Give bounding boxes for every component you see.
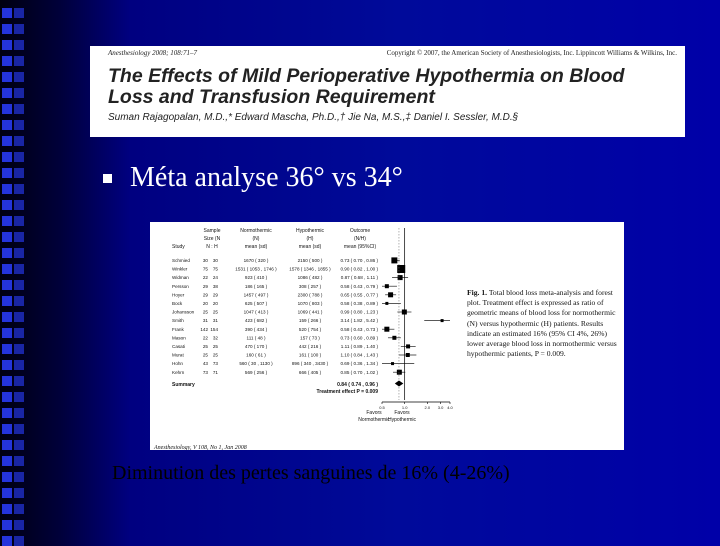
- decorative-square: [2, 296, 12, 306]
- decorative-square: [14, 248, 24, 258]
- row-normo: 111 ( 48 ): [246, 335, 266, 341]
- decorative-square: [14, 72, 24, 82]
- decorative-square: [2, 440, 12, 450]
- conclusion-text: Diminution des pertes sanguines de 16% (4-26%): [112, 462, 510, 484]
- row-h: 75: [212, 266, 218, 272]
- row-hypo: 159 ( 266 ): [298, 318, 322, 324]
- row-outcome: 1.11 ( 0.89 , 1.40 ): [340, 344, 378, 349]
- figure-source: Anesthesiology, V 108, No 1, Jan 2008: [154, 445, 247, 450]
- caption-text: Total blood loss meta-analysis and forest plot. Treatment effect is expressed as ratio of geometric means of blood loss for normothermic (N) versus hypothermic (H) patients. Results indicate an estimated 16% (95% CI 4%, 26%) lower average blood loss in normothermic versus hypothermic patients, P = 0.009.: [467, 288, 617, 359]
- x-tick-label: 4.0: [447, 405, 453, 410]
- row-hypo: 308 ( 257 ): [298, 283, 322, 289]
- row-study: Casati: [172, 344, 186, 349]
- row-study: Smith: [172, 318, 184, 324]
- row-outcome: 1.10 ( 0.84 , 1.43 ): [340, 352, 378, 358]
- effect-square: [384, 327, 389, 332]
- favors-hypo-2: Hypothermic: [387, 417, 417, 423]
- decorative-square: [2, 488, 12, 498]
- row-outcome: 0.73 ( 0.60 , 0.89 ): [340, 335, 378, 341]
- decorative-square: [2, 72, 12, 82]
- decorative-square: [14, 40, 24, 50]
- effect-square: [406, 344, 410, 348]
- decorative-square: [14, 24, 24, 34]
- decorative-square: [2, 168, 12, 178]
- decorative-square: [14, 504, 24, 514]
- summary-outcome: 0.84 ( 0.74 , 0.96 ): [337, 382, 378, 388]
- row-study: Widman: [172, 275, 189, 281]
- row-outcome: 0.87 ( 0.68 , 1.11 ): [340, 275, 378, 281]
- decorative-square: [14, 424, 24, 434]
- decorative-square: [2, 360, 12, 370]
- row-outcome: 0.65 ( 0.55 , 0.77 ): [340, 292, 378, 298]
- row-outcome: 0.58 ( 0.38 , 0.89 ): [340, 301, 378, 306]
- effect-square: [385, 302, 388, 305]
- row-n: 75: [202, 266, 208, 272]
- decorative-square: [14, 280, 24, 290]
- row-h: 31: [212, 318, 218, 324]
- row-h: 29: [212, 292, 218, 298]
- row-normo: 1670 ( 320 ): [243, 258, 269, 263]
- decorative-square: [14, 136, 24, 146]
- decorative-square: [2, 424, 12, 434]
- decorative-square: [14, 520, 24, 530]
- x-tick-label: 3.0: [437, 405, 444, 410]
- summary-label: Summary: [172, 382, 195, 388]
- row-normo: 160 ( 61 ): [246, 352, 266, 358]
- decorative-square: [2, 184, 12, 194]
- decorative-square: [2, 24, 12, 34]
- decorative-squares-column: [0, 0, 30, 540]
- col-header-study: Study: [172, 244, 185, 250]
- col-header-outcome-1: Outcome: [349, 228, 371, 234]
- decorative-square: [2, 392, 12, 402]
- decorative-square: [14, 296, 24, 306]
- col-header-size-2: Size (N: [203, 236, 221, 242]
- row-hypo: 520 ( 754 ): [298, 326, 322, 332]
- row-h: 71: [212, 369, 218, 375]
- favors-hypo-1: Favors: [394, 410, 410, 416]
- row-normo: 390 ( 434 ): [244, 326, 268, 332]
- row-h: 30: [212, 258, 218, 263]
- row-hypo: 157 ( 73 ): [300, 335, 320, 341]
- row-study: Murat: [172, 352, 184, 358]
- effect-square: [391, 362, 394, 365]
- decorative-square: [14, 104, 24, 114]
- row-study: Winkler: [172, 266, 188, 272]
- row-outcome: 3.14 ( 1.82 , 5.42 ): [340, 318, 378, 324]
- row-outcome: 0.58 ( 0.43 , 0.73 ): [340, 326, 378, 332]
- row-hypo: 896 ( 340 , 3430 ): [291, 361, 329, 367]
- row-normo: 560 ( 30 , 1130 ): [239, 361, 273, 367]
- row-hypo: 1069 ( 441 ): [297, 309, 323, 315]
- decorative-square: [2, 520, 12, 530]
- row-n: 73: [202, 369, 208, 375]
- decorative-square: [2, 408, 12, 418]
- row-normo: 1457 ( 497 ): [243, 292, 269, 298]
- row-normo: 625 ( 507 ): [244, 301, 268, 306]
- decorative-square: [14, 472, 24, 482]
- square-bullet-icon: [103, 174, 112, 183]
- row-n: 22: [202, 275, 208, 281]
- decorative-square: [14, 536, 24, 546]
- decorative-square: [2, 456, 12, 466]
- row-hypo: 161 ( 100 ): [298, 352, 322, 358]
- decorative-square: [2, 264, 12, 274]
- decorative-square: [2, 216, 12, 226]
- row-study: Hohn: [172, 361, 183, 367]
- decorative-square: [2, 8, 12, 18]
- decorative-square: [14, 216, 24, 226]
- x-tick-label: 1.0: [401, 405, 408, 410]
- row-normo: 1531 ( 1053 , 1746 ): [235, 266, 277, 272]
- decorative-square: [14, 360, 24, 370]
- row-n: 22: [202, 335, 208, 341]
- decorative-square: [2, 536, 12, 546]
- bullet-text: Méta analyse 36° vs 34°: [130, 162, 403, 193]
- row-study: Schmied: [172, 258, 190, 263]
- row-n: 30: [202, 258, 208, 263]
- col-header-hypo-2: (H): [306, 236, 314, 242]
- decorative-square: [14, 200, 24, 210]
- decorative-square: [14, 408, 24, 418]
- row-study: Frank: [172, 326, 184, 332]
- col-header-hypo-1: Hypothermic: [295, 228, 325, 234]
- favors-normo-1: Favors: [366, 410, 382, 416]
- decorative-square: [2, 88, 12, 98]
- row-h: 32: [212, 335, 218, 341]
- decorative-square: [14, 8, 24, 18]
- decorative-square: [2, 104, 12, 114]
- x-tick-label: 0.5: [379, 405, 385, 410]
- row-normo: 569 ( 256 ): [244, 369, 268, 375]
- row-hypo: 2150 ( 500 ): [297, 258, 323, 263]
- row-h: 20: [212, 301, 218, 306]
- article-header-card: [90, 46, 685, 137]
- decorative-square: [14, 392, 24, 402]
- decorative-square: [2, 504, 12, 514]
- row-hypo: 1070 ( 803 ): [297, 301, 323, 306]
- effect-square: [406, 353, 410, 357]
- row-h: 38: [212, 283, 218, 289]
- row-normo: 923 ( 410 ): [244, 275, 268, 281]
- decorative-square: [2, 472, 12, 482]
- row-h: 73: [212, 361, 218, 367]
- decorative-square: [2, 248, 12, 258]
- caption-lead: Fig. 1.: [467, 288, 488, 297]
- col-header-size-3: N : H: [206, 244, 218, 250]
- decorative-square: [14, 56, 24, 66]
- row-outcome: 0.73 ( 0.70 , 0.86 ): [340, 258, 378, 263]
- row-study: Hoyer: [172, 292, 185, 298]
- decorative-square: [2, 120, 12, 130]
- decorative-square: [14, 120, 24, 130]
- effect-square: [385, 284, 389, 288]
- forest-plot-figure: [150, 222, 624, 450]
- decorative-square: [14, 344, 24, 354]
- article-title: The Effects of Mild Perioperative Hypothermia on Blood Loss and Transfusion Requirement: [108, 65, 625, 108]
- row-outcome: 0.58 ( 0.43 , 0.79 ): [340, 283, 378, 289]
- row-hypo: 1086 ( 482 ): [297, 275, 323, 281]
- decorative-square: [14, 328, 24, 338]
- row-n: 25: [202, 309, 208, 315]
- row-n: 20: [202, 301, 208, 306]
- row-study: Kehrn: [172, 369, 185, 375]
- row-study: Bock: [172, 301, 183, 306]
- col-header-hypo-3: mean (sd): [298, 244, 322, 250]
- decorative-square: [2, 312, 12, 322]
- effect-square: [391, 257, 397, 263]
- decorative-square: [14, 184, 24, 194]
- row-outcome: 0.85 ( 0.70 , 1.02 ): [340, 369, 378, 375]
- effect-square: [441, 319, 444, 322]
- row-normo: 423 ( 682 ): [244, 318, 268, 324]
- decorative-square: [14, 88, 24, 98]
- effect-square: [388, 292, 393, 297]
- decorative-square: [14, 456, 24, 466]
- row-outcome: 0.99 ( 0.80 , 1.23 ): [340, 309, 378, 315]
- decorative-square: [14, 376, 24, 386]
- effect-square: [398, 275, 403, 280]
- col-header-size-1: Sample: [203, 228, 221, 234]
- treatment-effect: Treatment effect P = 0.009: [316, 389, 378, 395]
- row-study: Mason: [172, 335, 186, 341]
- decorative-square: [2, 344, 12, 354]
- row-study: Persson: [172, 283, 189, 289]
- col-header-outcome-2: (N/H): [354, 236, 366, 242]
- row-normo: 186 ( 165 ): [244, 283, 268, 289]
- decorative-square: [14, 152, 24, 162]
- decorative-square: [2, 56, 12, 66]
- col-header-normo-1: Normothermic: [240, 228, 272, 234]
- row-hypo: 1578 ( 1346 , 1855 ): [289, 266, 331, 272]
- decorative-square: [2, 200, 12, 210]
- decorative-square: [14, 312, 24, 322]
- decorative-square: [2, 136, 12, 146]
- row-n: 31: [202, 318, 208, 324]
- x-tick-label: 2.0: [424, 405, 431, 410]
- row-n: 25: [202, 344, 208, 349]
- row-outcome: 0.69 ( 0.36 , 1.34 ): [340, 361, 378, 367]
- row-hypo: 442 ( 216 ): [298, 344, 322, 349]
- decorative-square: [2, 40, 12, 50]
- row-study: Johansson: [172, 309, 195, 315]
- col-header-normo-3: mean (sd): [244, 244, 268, 250]
- decorative-square: [2, 152, 12, 162]
- col-header-normo-2: (N): [252, 236, 260, 242]
- decorative-square: [2, 328, 12, 338]
- decorative-square: [14, 440, 24, 450]
- copyright-notice: Copyright © 2007, the American Society of Anesthesiologists, Inc. Lippincott Williams & Wilkins, Inc.: [386, 49, 677, 57]
- row-n: 43: [202, 361, 208, 367]
- journal-citation: Anesthesiology 2008; 108:71–7: [108, 49, 198, 57]
- summary-diamond: [395, 381, 404, 387]
- decorative-square: [14, 264, 24, 274]
- row-n: 142: [200, 326, 208, 332]
- decorative-square: [2, 232, 12, 242]
- effect-square: [392, 336, 396, 340]
- row-n: 29: [202, 292, 208, 298]
- row-hypo: 2300 ( 788 ): [297, 292, 323, 298]
- row-normo: 1047 ( 413 ): [243, 309, 269, 315]
- article-authors: Suman Rajagopalan, M.D.,* Edward Mascha, Ph.D.,† Jie Na, M.S.,‡ Daniel I. Sessler, M.D.§: [108, 112, 519, 123]
- decorative-square: [14, 168, 24, 178]
- decorative-square: [2, 280, 12, 290]
- decorative-square: [14, 488, 24, 498]
- effect-square: [397, 265, 405, 273]
- effect-square: [397, 370, 402, 375]
- row-h: 25: [212, 352, 218, 358]
- decorative-square: [14, 232, 24, 242]
- figure-caption: [467, 288, 617, 359]
- row-normo: 470 ( 170 ): [244, 344, 268, 349]
- favors-normo-2: Normothermic: [358, 417, 390, 423]
- row-hypo: 666 ( 405 ): [298, 369, 322, 375]
- row-h: 25: [212, 344, 218, 349]
- decorative-square: [2, 376, 12, 386]
- row-h: 24: [212, 275, 218, 281]
- row-n: 29: [202, 283, 208, 289]
- row-h: 154: [210, 326, 218, 332]
- row-n: 25: [202, 352, 208, 358]
- row-outcome: 0.90 ( 0.82 , 1.00 ): [340, 266, 378, 272]
- col-header-outcome-3: mean (95%CI): [343, 244, 377, 250]
- row-h: 25: [212, 309, 218, 315]
